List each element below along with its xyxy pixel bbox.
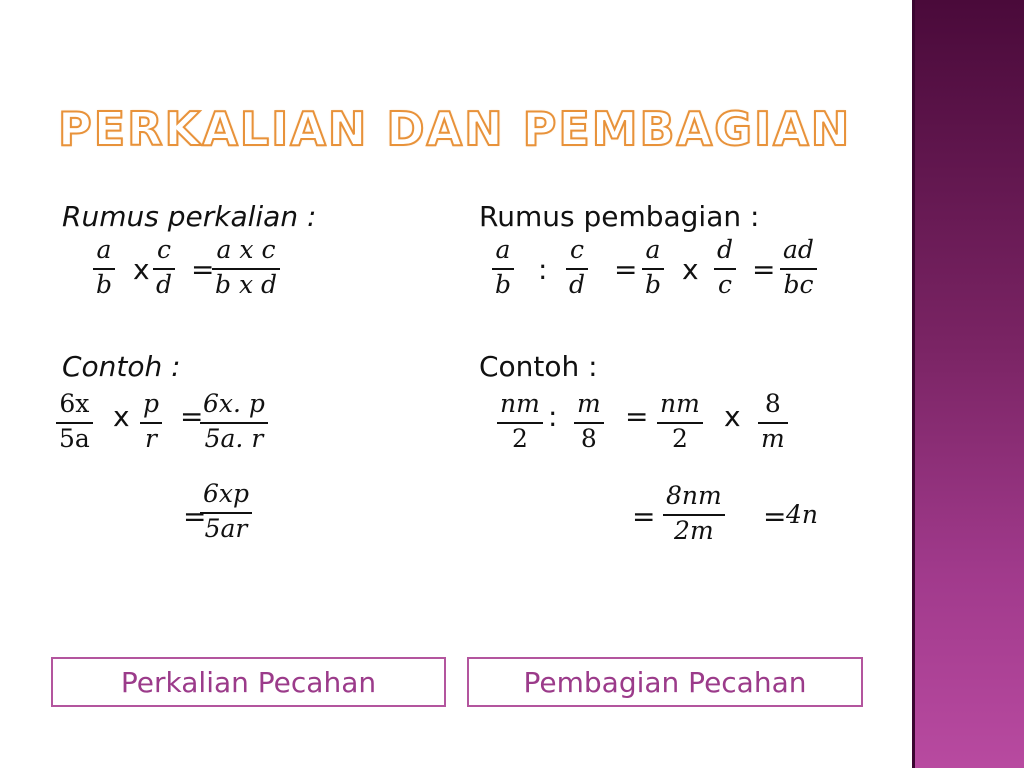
fraction-a-b — [93, 236, 115, 300]
numerator: nm — [500, 389, 540, 418]
numerator: m — [577, 389, 601, 418]
fraction-8nm-2m — [663, 482, 725, 546]
denominator: 5ar — [204, 513, 248, 543]
denominator: r — [145, 423, 157, 453]
denominator: 5a. r — [204, 423, 264, 453]
equals-operator: = — [183, 500, 207, 533]
equals-operator: = — [180, 400, 204, 433]
denominator: d — [156, 269, 173, 299]
fraction-result-step1 — [200, 390, 268, 454]
fraction-c-d — [566, 236, 588, 300]
equals-operator: = — [625, 400, 649, 433]
denominator: m — [761, 423, 785, 453]
denominator: 8 — [580, 423, 597, 453]
perkalian-pecahan-button[interactable]: Perkalian Pecahan — [51, 657, 446, 707]
divide-operator: : — [548, 400, 558, 433]
fraction-8-m — [758, 390, 788, 454]
denominator: bc — [783, 269, 814, 299]
times-operator: x — [133, 253, 150, 286]
numerator: c — [157, 235, 172, 264]
equals-operator: = — [632, 500, 656, 533]
fraction-c-d — [153, 236, 175, 300]
equals-operator: = — [614, 253, 638, 286]
fraction-d-c — [714, 236, 736, 300]
numerator: a x c — [216, 235, 276, 264]
numerator: ad — [783, 235, 814, 264]
numerator: a — [645, 235, 661, 264]
numerator: p — [143, 389, 160, 418]
numerator: nm — [660, 389, 700, 418]
fraction-6x-5a — [56, 390, 93, 454]
divide-operator: : — [538, 253, 548, 286]
numerator: 6x — [59, 389, 90, 418]
equals-operator: = — [752, 253, 776, 286]
fraction-a-b-second — [642, 236, 664, 300]
numerator: a — [495, 235, 511, 264]
times-operator: x — [113, 400, 130, 433]
numerator: c — [570, 235, 585, 264]
fraction-nm-2-second — [657, 390, 703, 454]
times-operator: x — [682, 253, 699, 286]
example-heading-right: Contoh : — [479, 350, 598, 383]
numerator: 8 — [764, 389, 781, 418]
page-title: PERKALIAN DAN PEMBAGIAN — [58, 102, 852, 156]
fraction-nm-2 — [497, 390, 543, 454]
example-heading-left: Contoh : — [62, 350, 181, 383]
numerator: 6x. p — [203, 389, 265, 418]
fraction-p-r — [140, 390, 162, 454]
denominator: c — [718, 269, 733, 299]
numerator: 6xp — [203, 479, 250, 508]
fraction-result — [212, 236, 280, 300]
denominator: b — [645, 269, 662, 299]
numerator: d — [717, 235, 734, 264]
pembagian-pecahan-button[interactable]: Pembagian Pecahan — [467, 657, 863, 707]
decorative-sidebar — [912, 0, 1024, 768]
fraction-result-step2 — [200, 480, 252, 544]
equals-operator: = — [763, 500, 787, 533]
division-formula-heading: Rumus pembagian : — [479, 200, 760, 233]
times-operator: x — [724, 400, 741, 433]
final-result: 4n — [786, 500, 819, 529]
denominator: 5a — [59, 423, 90, 453]
denominator: b — [96, 269, 113, 299]
denominator: 2 — [671, 423, 688, 453]
denominator: b — [495, 269, 512, 299]
denominator: d — [569, 269, 586, 299]
numerator: 8nm — [666, 481, 722, 510]
denominator: 2m — [674, 515, 714, 545]
fraction-result — [780, 236, 817, 300]
sidebar-edge — [912, 0, 915, 768]
fraction-a-b — [492, 236, 514, 300]
numerator: a — [96, 235, 112, 264]
equals-operator: = — [191, 253, 215, 286]
denominator: 2 — [511, 423, 528, 453]
fraction-m-8 — [574, 390, 604, 454]
denominator: b x d — [215, 269, 277, 299]
multiplication-formula-heading: Rumus perkalian : — [62, 200, 317, 233]
